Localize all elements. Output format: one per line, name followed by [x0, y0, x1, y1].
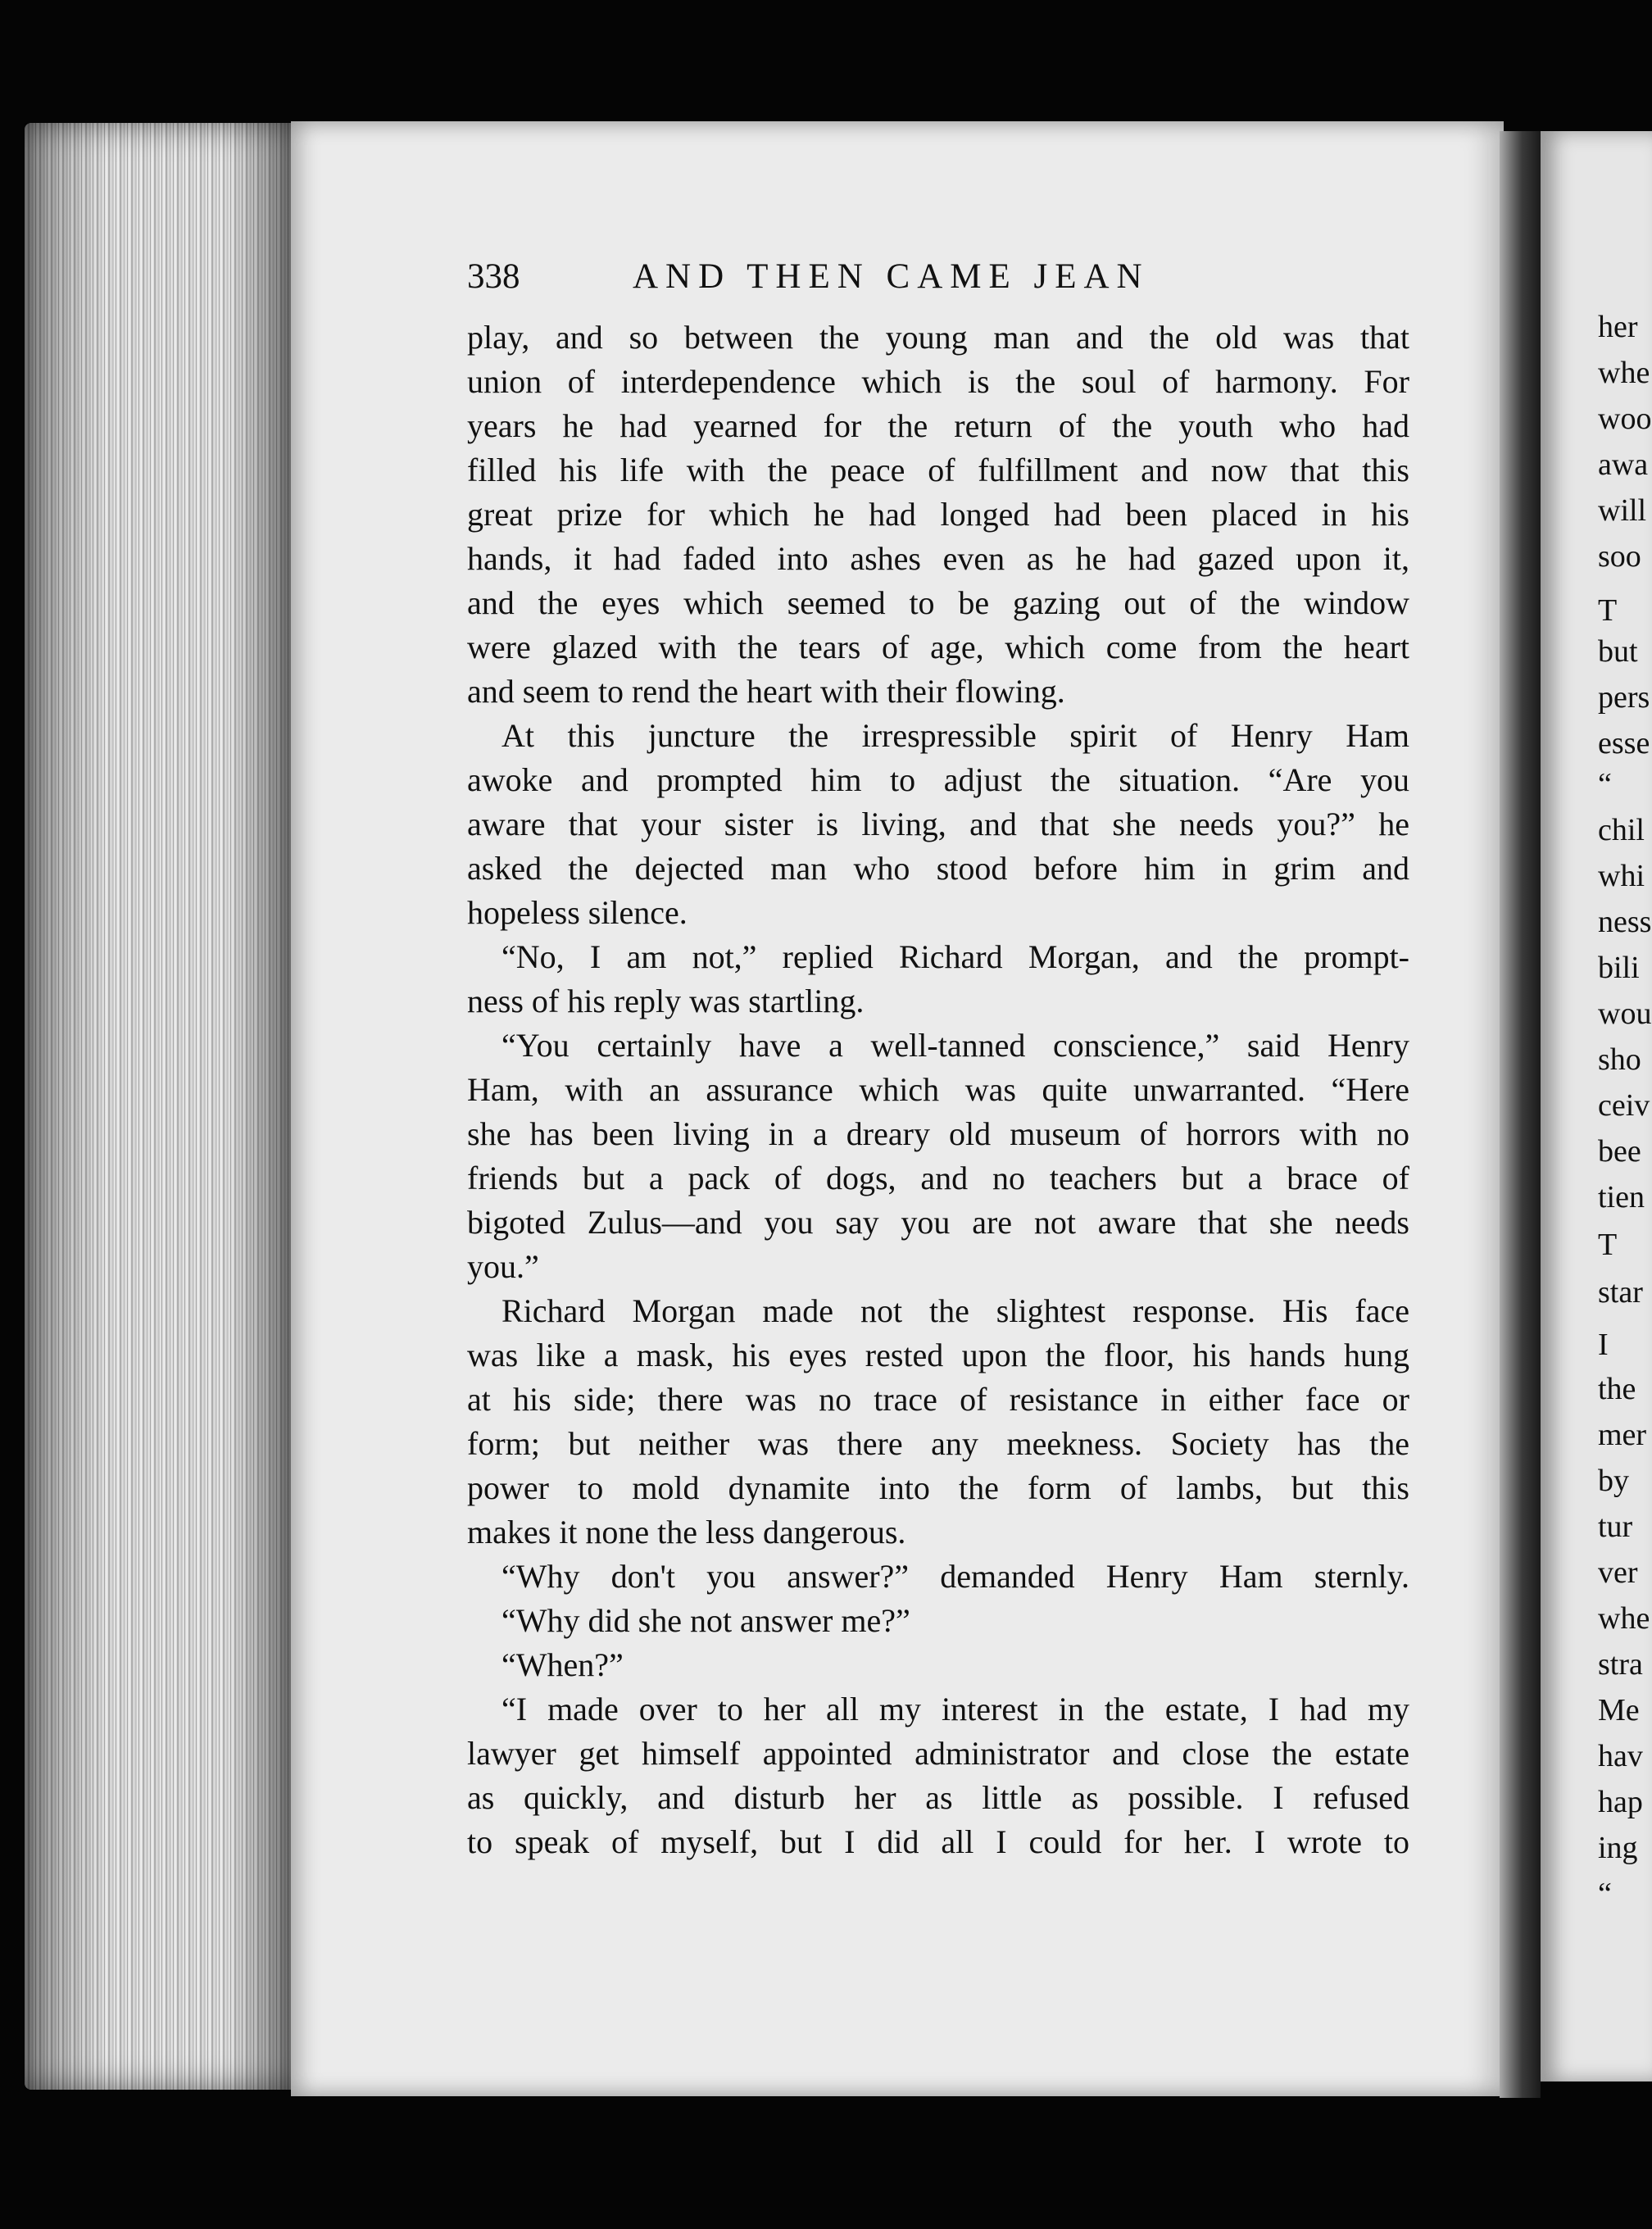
facing-text-fragment: by [1598, 1464, 1629, 1498]
text-line: were glazed with the tears of age, which come from the heart [467, 629, 1409, 665]
text-line: “I made over to her all my interest in the estate, I had my [502, 1691, 1409, 1727]
text-line: was like a mask, his eyes rested upon the floor, his hands hung [467, 1337, 1409, 1373]
text-line: hopeless silence. [467, 894, 688, 931]
facing-text-fragment: chil [1598, 813, 1645, 847]
text-line: great prize for which he had longed had been placed in his [467, 496, 1409, 533]
text-line: lawyer get himself appointed administrator and close the estate [467, 1735, 1409, 1772]
facing-text-fragment: ceiv [1598, 1088, 1650, 1123]
facing-text-fragment: hav [1598, 1739, 1643, 1773]
facing-text-fragment: pers [1598, 680, 1650, 715]
facing-text-fragment: the [1598, 1372, 1636, 1406]
body-text [467, 316, 1409, 1864]
text-line: and seem to rend the heart with their flowing. [467, 673, 1065, 710]
facing-text-fragment: sho [1598, 1042, 1641, 1077]
facing-text-fragment: mer [1598, 1418, 1647, 1452]
facing-text-fragment: woo [1598, 402, 1652, 436]
text-line: form; but neither was there any meekness. Society has the [467, 1425, 1409, 1462]
facing-text-fragment: tien [1598, 1180, 1645, 1214]
text-line: friends but a pack of dogs, and no teachers but a brace of [467, 1160, 1409, 1196]
facing-text-fragment: bili [1598, 951, 1640, 985]
text-line: and the eyes which seemed to be gazing out of the window [467, 584, 1409, 621]
text-line: makes it none the less dangerous. [467, 1514, 906, 1550]
facing-text-fragment: “ [1598, 767, 1612, 801]
running-head [467, 252, 1524, 302]
text-line: union of interdependence which is the soul of harmony. For [467, 363, 1409, 400]
text-line: play, and so between the young man and the old was that [467, 319, 1409, 356]
facing-text-fragment: Me [1598, 1693, 1640, 1727]
text-line: power to mold dynamite into the form of lambs, but this [467, 1469, 1409, 1506]
text-line: aware that your sister is living, and that she needs you?” he [467, 806, 1409, 842]
facing-text-fragment: tur [1598, 1509, 1633, 1544]
text-line: years he had yearned for the return of the youth who had [467, 407, 1409, 444]
facing-text-fragment: stra [1598, 1647, 1643, 1682]
facing-text-fragment: but [1598, 634, 1638, 669]
text-line: asked the dejected man who stood before him in grim and [467, 850, 1409, 887]
text-line: Richard Morgan made not the slightest response. His face [502, 1292, 1409, 1329]
facing-text-fragment: whe [1598, 356, 1650, 390]
text-line: she has been living in a dreary old museum of horrors with no [467, 1115, 1409, 1152]
facing-text-fragment: star [1598, 1275, 1643, 1310]
facing-text-fragment: whi [1598, 859, 1645, 893]
text-line: ness of his reply was startling. [467, 983, 865, 1019]
facing-text-fragment: bee [1598, 1134, 1641, 1169]
text-line: as quickly, and disturb her as little as possible. I refused [467, 1779, 1409, 1816]
facing-text-fragment: I [1598, 1328, 1609, 1362]
text-line: Ham, with an assurance which was quite unwarranted. “Here [467, 1071, 1409, 1108]
facing-text-fragment: whe [1598, 1601, 1650, 1636]
facing-text-fragment: her [1598, 310, 1638, 344]
text-line: “Why did she not answer me?” [502, 1602, 910, 1639]
text-line: “You certainly have a well-tanned conscience,” said Henry [502, 1027, 1409, 1064]
book-title: AND THEN CAME JEAN [633, 257, 1150, 296]
text-line: “When?” [502, 1646, 624, 1683]
text-line: filled his life with the peace of fulfillment and now that this [467, 452, 1409, 488]
facing-page [1541, 131, 1652, 2081]
facing-text-fragment: ing [1598, 1831, 1638, 1865]
text-line: hands, it had faded into ashes even as he had gazed upon it, [467, 540, 1409, 577]
facing-text-fragment: awa [1598, 447, 1649, 482]
facing-text-fragment: “ [1598, 1877, 1612, 1911]
facing-text-fragment: ver [1598, 1555, 1638, 1590]
text-line: “No, I am not,” replied Richard Morgan, and the prompt- [502, 938, 1409, 975]
text-line: At this juncture the irrespressible spirit of Henry Ham [502, 717, 1409, 754]
text-line: to speak of myself, but I did all I could for her. I wrote to [467, 1823, 1409, 1860]
facing-text-fragment: T [1598, 1228, 1618, 1262]
page-number: 338 [467, 257, 520, 296]
text-line: awoke and prompted him to adjust the situation. “Are you [467, 761, 1409, 798]
facing-text-fragment: T [1598, 593, 1618, 628]
text-line: at his side; there was no trace of resistance in either face or [467, 1381, 1409, 1418]
facing-text-fragment: wou [1598, 996, 1652, 1031]
book-gutter [1500, 131, 1541, 2098]
facing-text-fragment: ness [1598, 905, 1652, 939]
text-line: bigoted Zulus—and you say you are not aware that she needs [467, 1204, 1409, 1241]
facing-text-fragment: hap [1598, 1785, 1643, 1819]
facing-text-fragment: esse [1598, 726, 1650, 760]
text-line: “Why don't you answer?” demanded Henry Ham sternly. [502, 1558, 1409, 1595]
facing-text-fragment: will [1598, 493, 1647, 528]
text-line: you.” [467, 1248, 539, 1285]
facing-text-fragment: soo [1598, 539, 1641, 574]
page-edges [25, 123, 295, 2090]
